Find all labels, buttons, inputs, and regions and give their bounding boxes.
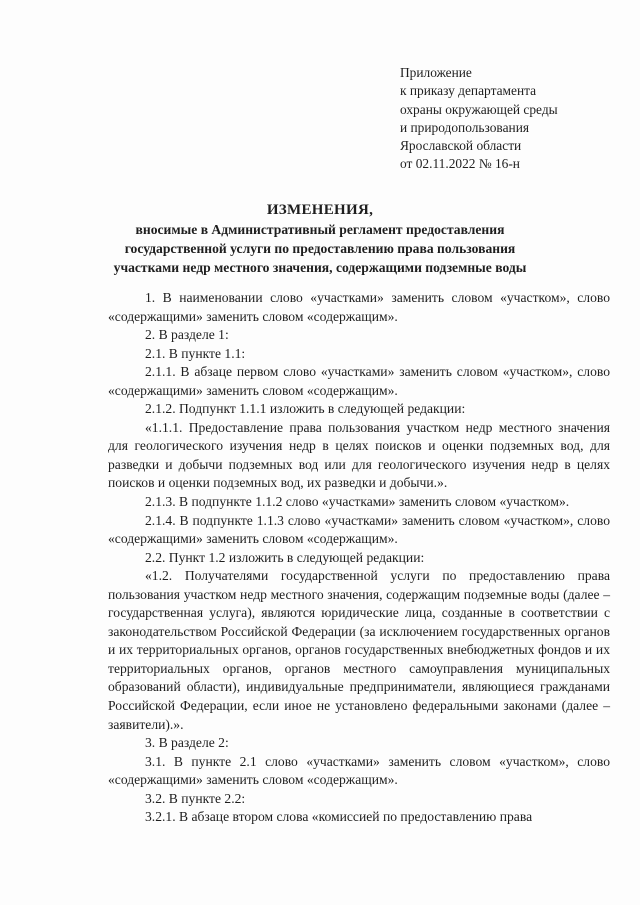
appendix-line: от 02.11.2022 № 16-н bbox=[400, 156, 520, 172]
appendix-line: и природопользования bbox=[400, 119, 530, 135]
paragraph: 3. В разделе 2: bbox=[145, 735, 229, 751]
document-body bbox=[108, 289, 610, 827]
paragraph: 2.1.4. В подпункте 1.1.3 слово «участками» заменить словом «участком», слово «содержащими» заменить словом «содержащим». bbox=[108, 512, 610, 547]
appendix-line: Ярославской области bbox=[400, 138, 522, 154]
appendix-line: охраны окружающей среды bbox=[400, 101, 558, 117]
subtitle-line: участками недр местного значения, содержащими подземные воды bbox=[113, 260, 527, 275]
paragraph: 3.1. В пункте 2.1 слово «участками» заменить словом «участком», слово «содержащими» заменить словом «содержащим». bbox=[108, 753, 610, 788]
appendix-block bbox=[400, 64, 558, 174]
paragraph: 2.1.1. В абзаце первом слово «участками» заменить словом «участком», слово «содержащими» заменить словом «содержащим». bbox=[108, 364, 610, 398]
subtitle-line: вносимые в Административный регламент предоставления bbox=[135, 222, 505, 237]
document-title: ИЗМЕНЕНИЯ, bbox=[266, 202, 374, 218]
paragraph: «1.2. Получателями государственной услуги по предоставлению права пользования участком недр местного значения, содержащим подземные воды (далее – государственная услуга), являются юридические лица, созданные в соответствии с законодательством Российской Федерации (за исключением государственных органов и их территориальных органов, органов государственных внебюджетных фондов и их территориальных органов, органов местного самоуправления муниципальных образований области), индивидуальные предприниматели, являющиеся гражданами Российской Федерации, если иное не установлено федеральными законами (далее – заявители).». bbox=[108, 568, 610, 732]
paragraph: 1. В наименовании слово «участками» заменить словом «участком», слово «содержащими» заменить словом «содержащим». bbox=[108, 290, 610, 324]
paragraph: 2.1.2. Подпункт 1.1.1 изложить в следующей редакции: bbox=[145, 401, 466, 417]
paragraph: 3.2. В пункте 2.2: bbox=[145, 790, 246, 806]
paragraph: 2.1.3. В подпункте 1.1.2 слово «участками» заменить словом «участком». bbox=[145, 494, 570, 510]
document-heading bbox=[100, 200, 540, 277]
subtitle-line: государственной услуги по предоставлению права пользования bbox=[124, 241, 516, 256]
paragraph: 3.2.1. В абзаце втором слова «комиссией по предоставлению права bbox=[145, 809, 533, 825]
appendix-line: Приложение bbox=[400, 65, 472, 80]
paragraph: 2.1. В пункте 1.1: bbox=[145, 345, 246, 361]
paragraph: 2.2. Пункт 1.2 изложить в следующей редакции: bbox=[145, 549, 425, 565]
appendix-line: к приказу департамента bbox=[400, 83, 537, 99]
paragraph: «1.1.1. Предоставление права пользования участком недр местного значения для геологического изучения недр в целях поисков и оценки подземных вод, для разведки и добычи подземных вод или для геологического изучения недр в целях поисков и оценки подземных вод, их разведки и добычи.». bbox=[108, 419, 610, 491]
paragraph: 2. В разделе 1: bbox=[145, 327, 229, 343]
